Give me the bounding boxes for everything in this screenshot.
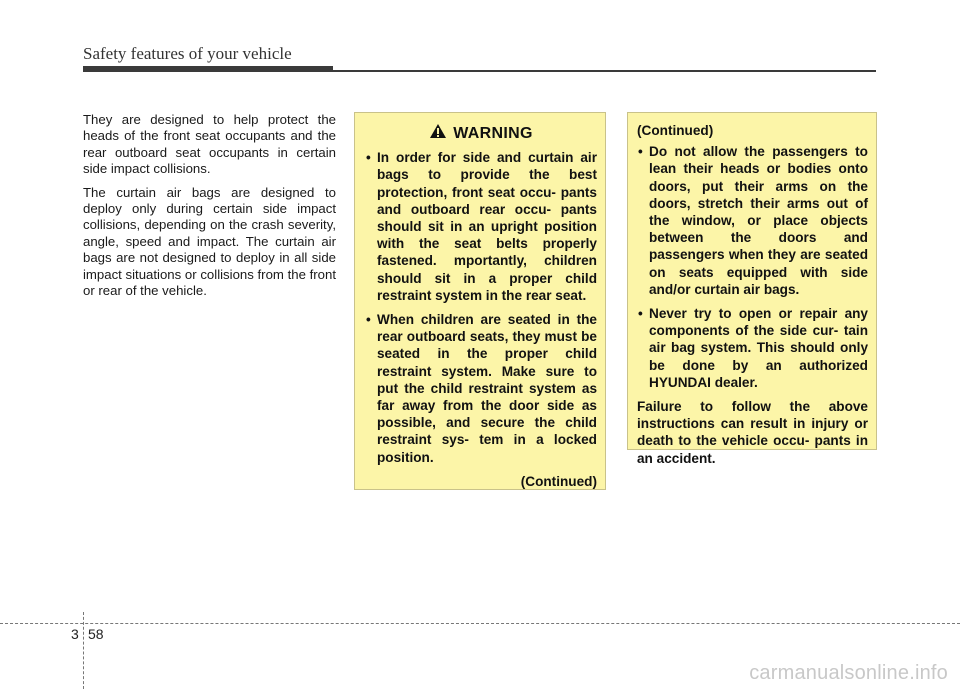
continued-label: (Continued)	[520, 473, 597, 489]
warning-list	[365, 149, 597, 466]
warning-item: • When children are seated in the rear outboard seats, they must be seated in the proper child restraint system. Make sure to put the child restraint system as far away from the door side as possible, and secure the child restraint sys- tem in a locked position.	[365, 311, 597, 466]
warning-box	[354, 112, 606, 490]
page-number: 58	[88, 626, 104, 642]
footer-rule	[0, 623, 960, 624]
paragraph: The curtain air bags are designed to deploy only during certain side impact collisions, depending on the crash severity, angle, speed and impact. The curtain air bags are not designed to deploy in all side impact situations or collisions from the front or rear of the vehicle.	[83, 184, 336, 299]
page-header-title: Safety features of your vehicle	[83, 44, 292, 63]
watermark: carmanualsonline.info	[749, 662, 948, 684]
body-text-column	[83, 112, 336, 306]
warning-title: WARNING	[453, 124, 533, 142]
warning-triangle-icon	[429, 123, 447, 143]
warning-box-continued	[627, 112, 877, 466]
warning-item: • Do not allow the passengers to lean their heads or bodies onto doors, put their arms on the doors, stretch their arms out of the window, or place objects between the doors and passengers when they are seated on seats equipped with side and/or curtain air bags.	[637, 143, 868, 298]
header-rule-thin	[333, 70, 876, 72]
continued-label: (Continued)	[637, 123, 714, 138]
warning-list	[637, 143, 868, 391]
warning-final-text: Failure to follow the above instructions can result in injury or death to the vehicle occu- pants in an accident.	[637, 399, 868, 466]
warning-item: • In order for side and curtain air bags to provide the best protection, front seat occu- pants and outboard rear occu- pants should sit in an upright position with the seat belts properly fastened. mportantly, children should sit in a proper child restraint system in the rear seat.	[365, 149, 597, 304]
footer-divider	[83, 612, 84, 689]
chapter-number: 3	[71, 626, 79, 642]
warning-item: • Never try to open or repair any components of the side cur- tain air bag system. This should only be done by an authorized HYUNDAI dealer.	[637, 305, 868, 391]
paragraph: They are designed to help protect the heads of the front seat occupants and the rear outboard seat occupants in certain side impact collisions.	[83, 112, 336, 177]
warning-header	[365, 123, 597, 143]
header-rule-thick	[83, 66, 333, 72]
